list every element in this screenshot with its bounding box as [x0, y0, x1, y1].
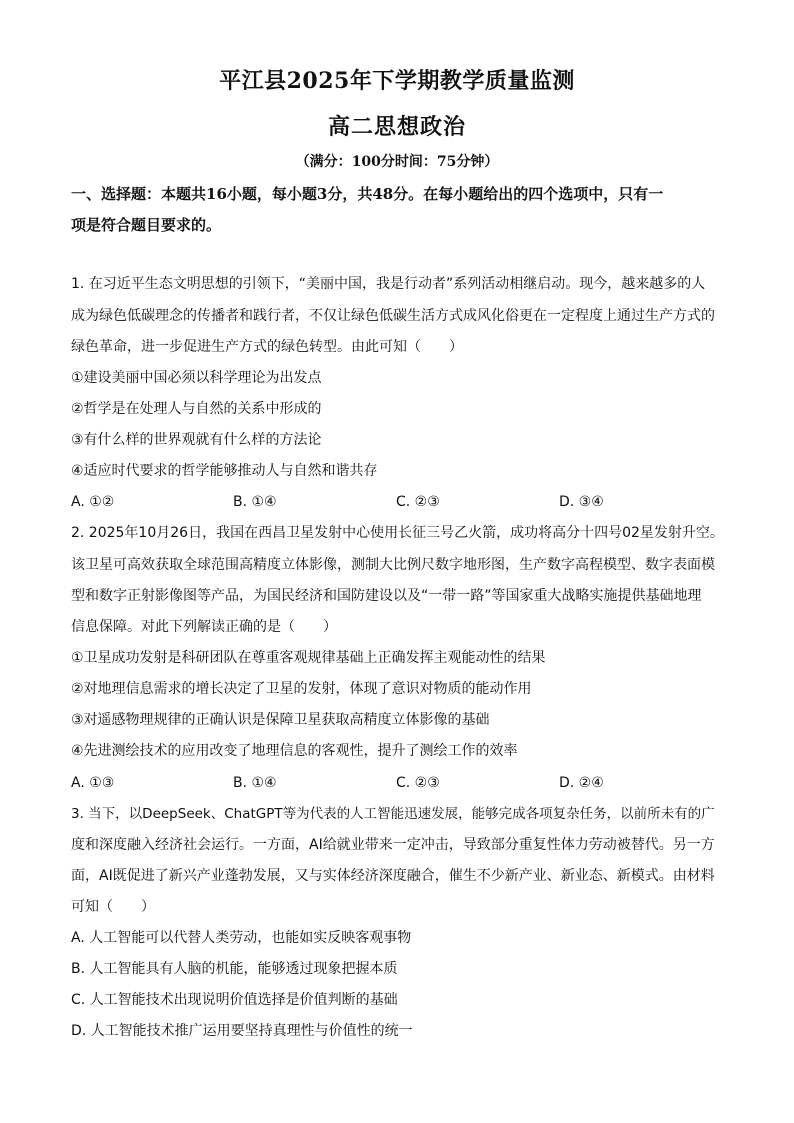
option-a: A. ①③ — [71, 775, 115, 791]
question-stem-line: 信息保障。对此下列解读正确的是（ ） — [71, 619, 337, 635]
option-a: A. 人工智能可以代替人类劳动，也能如实反映客观事物 — [71, 930, 412, 946]
question-stem-line: 绿色革命，进一步促进生产方式的绿色转型。由此可知（ ） — [71, 339, 463, 355]
exam-title: 平江县2025年下学期教学质量监测 — [219, 68, 575, 94]
section-heading — [71, 179, 726, 241]
option-d: D. 人工智能技术推广运用要坚持真理性与价值性的统一 — [71, 1023, 413, 1039]
option-b: B. 人工智能具有人脑的机能，能够透过现象把握本质 — [71, 961, 398, 977]
option-b: B. ①④ — [233, 775, 277, 791]
score-time-info: （满分：100分时间：75分钟） — [295, 154, 499, 170]
statement-item: ③对遥感物理规律的正确认识是保障卫星获取高精度立体影像的基础 — [71, 712, 490, 728]
question-stem-line: 型和数字正射影像图等产品，为国民经济和国防建设以及“一带一路”等国家重大战略实施提供基础地理 — [71, 588, 702, 604]
statement-item: ④先进测绘技术的应用改变了地理信息的客观性，提升了测绘工作的效率 — [71, 743, 518, 759]
question-stem-line: 面，AI既促进了新兴产业蓬勃发展，又与实体经济深度融合，催生不少新产业、新业态、新模式。由材料 — [71, 868, 715, 884]
question-stem-line: 可知（ ） — [71, 899, 155, 915]
statement-item: ②哲学是在处理人与自然的关系中形成的 — [71, 401, 322, 417]
statement-item: ④适应时代要求的哲学能够推动人与自然和谐共存 — [71, 463, 378, 479]
section-heading-line: 一、选择题：本题共16小题，每小题3分，共48分。在每小题给出的四个选项中，只有一 — [71, 185, 664, 203]
statement-item: ①建设美丽中国必须以科学理论为出发点 — [71, 370, 322, 386]
statement-item: ③有什么样的世界观就有什么样的方法论 — [71, 432, 322, 448]
section-heading-line: 项是符合题目要求的。 — [71, 216, 222, 234]
question-stem-line: 2. 2025年10月26日，我国在西昌卫星发射中心使用长征三号乙火箭，成功将高分十四号02星发射升空。 — [71, 525, 724, 541]
option-c: C. ②③ — [396, 775, 440, 791]
question-stem-line: 该卫星可高效获取全球范围高精度立体影像，测制大比例尺数字地形图，生产数字高程模型、数字表面模 — [71, 557, 715, 573]
question-stem-line: 成为绿色低碳理念的传播者和践行者，不仅让绿色低碳生活方式成风化俗更在一定程度上通过生产方式的 — [71, 308, 715, 324]
option-c: C. ②③ — [396, 494, 440, 510]
question-stem-line: 3. 当下，以DeepSeek、ChatGPT等为代表的人工智能迅速发展，能够完成各项复杂任务，以前所未有的广 — [71, 806, 715, 822]
option-b: B. ①④ — [233, 494, 277, 510]
question-stem-line: 度和深度融入经济社会运行。一方面，AI给就业带来一定冲击，导致部分重复性体力劳动被替代。另一方 — [71, 837, 715, 853]
statement-item: ①卫星成功发射是科研团队在尊重客观规律基础上正确发挥主观能动性的结果 — [71, 650, 546, 666]
option-d: D. ②④ — [559, 775, 604, 791]
option-a: A. ①② — [71, 494, 115, 510]
option-d: D. ③④ — [559, 494, 604, 510]
question-stem-line: 1. 在习近平生态文明思想的引领下，“美丽中国，我是行动者”系列活动相继启动。现今，越来越多的人 — [71, 276, 706, 292]
exam-subject: 高二思想政治 — [327, 114, 466, 140]
option-c: C. 人工智能技术出现说明价值选择是价值判断的基础 — [71, 992, 398, 1008]
statement-item: ②对地理信息需求的增长决定了卫星的发射，体现了意识对物质的能动作用 — [71, 681, 532, 697]
